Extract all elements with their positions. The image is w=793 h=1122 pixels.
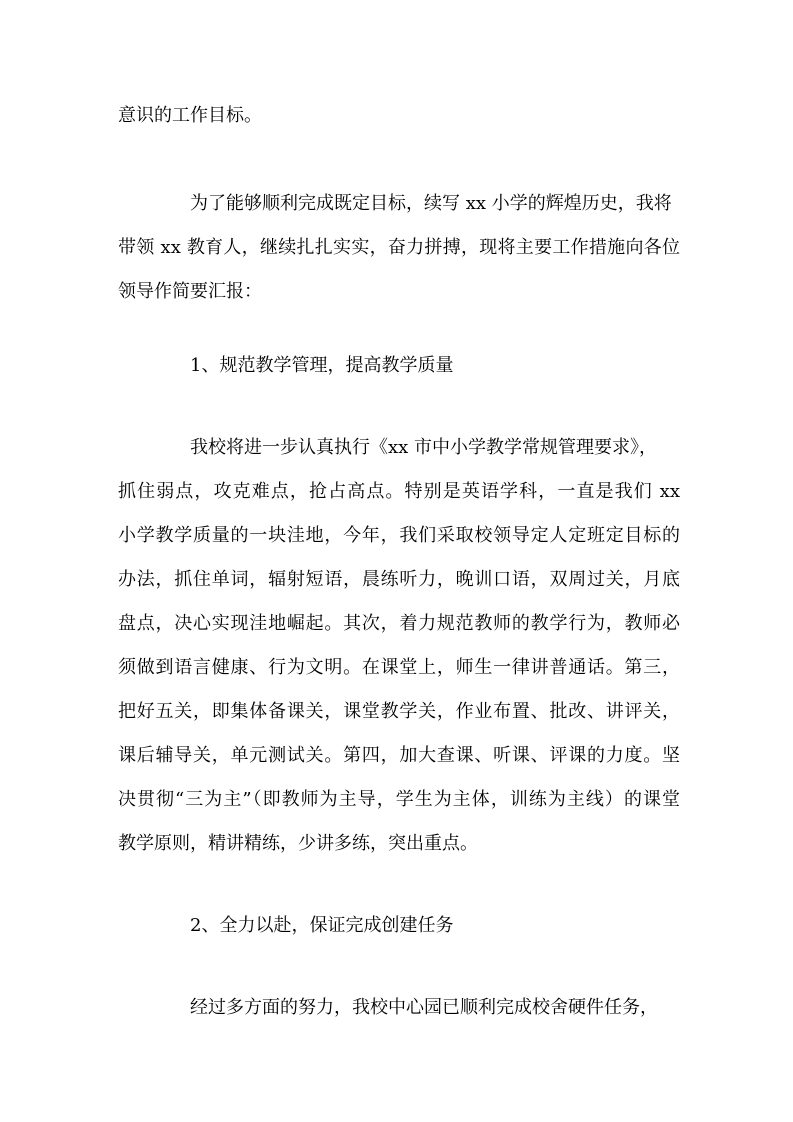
paragraph-line: 带领 xx 教育人，继续扎扎实实，奋力拼搏，现将主要工作措施向各位 <box>118 237 680 258</box>
paragraph-line: 教学原则，精讲精练，少讲多练，突出重点。 <box>118 833 478 854</box>
section-heading: 2、全力以赴，保证完成创建任务 <box>190 915 454 936</box>
paragraph-line: 课后辅导关，单元测试关。第四，加大查课、听课、评课的力度。坚 <box>118 745 680 766</box>
section-heading: 1、规范教学管理，提高教学质量 <box>190 355 454 376</box>
paragraph-line: 把好五关，即集体备课关，课堂教学关，作业布置、批改、讲评关， <box>118 701 680 722</box>
paragraph-line: 小学教学质量的一块洼地，今年，我们采取校领导定人定班定目标的 <box>118 525 680 546</box>
paragraph-line: 决贯彻“三为主”（即教师为主导，学生为主体，训练为主线）的课堂 <box>118 789 680 810</box>
paragraph-line: 经过多方面的努力，我校中心园已顺利完成校舍硬件任务， <box>190 997 658 1018</box>
paragraph-line: 抓住弱点，攻克难点，抢占高点。特别是英语学科，一直是我们 xx <box>118 481 680 502</box>
paragraph-line: 意识的工作目标。 <box>118 105 262 126</box>
paragraph-line: 领导作简要汇报： <box>118 281 262 302</box>
paragraph-line: 为了能够顺利完成既定目标，续写 xx 小学的辉煌历史，我将 <box>190 193 672 214</box>
paragraph-line: 我校将进一步认真执行《xx 市中小学教学常规管理要求》， <box>190 437 658 458</box>
paragraph-line: 须做到语言健康、行为文明。在课堂上，师生一律讲普通话。第三， <box>118 657 680 678</box>
paragraph-line: 办法，抓住单词，辐射短语，晨练听力，晚训口语，双周过关，月底 <box>118 569 680 590</box>
paragraph-line: 盘点，决心实现洼地崛起。其次，着力规范教师的教学行为，教师必 <box>118 613 680 634</box>
